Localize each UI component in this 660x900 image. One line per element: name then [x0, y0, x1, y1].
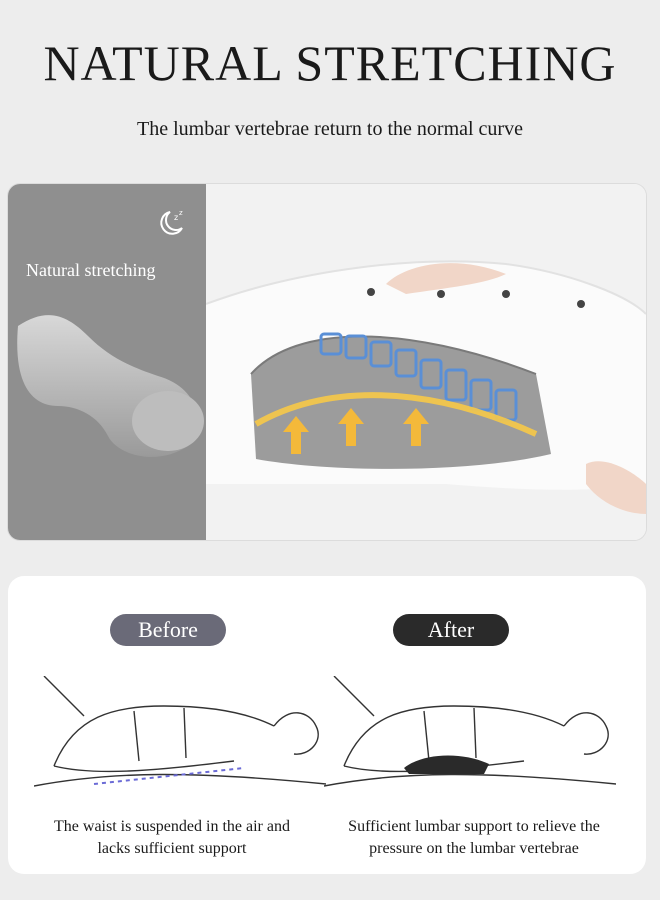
svg-text:z: z [174, 213, 179, 222]
pillow-product-image [8, 306, 206, 466]
after-caption-line-2: pressure on the lumbar vertebrae [369, 840, 579, 857]
headline: NATURAL STRETCHING [43, 35, 617, 91]
before-tag: Before [110, 614, 226, 646]
before-caption-line-1: The waist is suspended in the air and [54, 818, 290, 835]
lumbar-support-photo [206, 184, 646, 540]
moon-sleep-icon [154, 206, 188, 240]
product-showcase-card [8, 184, 646, 540]
after-posture-sketch [324, 676, 616, 808]
svg-text:z: z [179, 209, 183, 217]
before-after-comparison [8, 576, 646, 874]
subheadline: The lumbar vertebrae return to the normal curve [137, 118, 523, 140]
panel-label: Natural stretching [26, 260, 156, 280]
after-tag: After [393, 614, 509, 646]
before-caption-line-2: lacks sufficient support [97, 840, 247, 857]
product-side-panel [8, 184, 206, 540]
before-posture-sketch [34, 676, 326, 808]
before-caption [22, 816, 322, 860]
after-caption-line-1: Sufficient lumbar support to relieve the [348, 818, 600, 835]
after-caption [324, 816, 624, 860]
